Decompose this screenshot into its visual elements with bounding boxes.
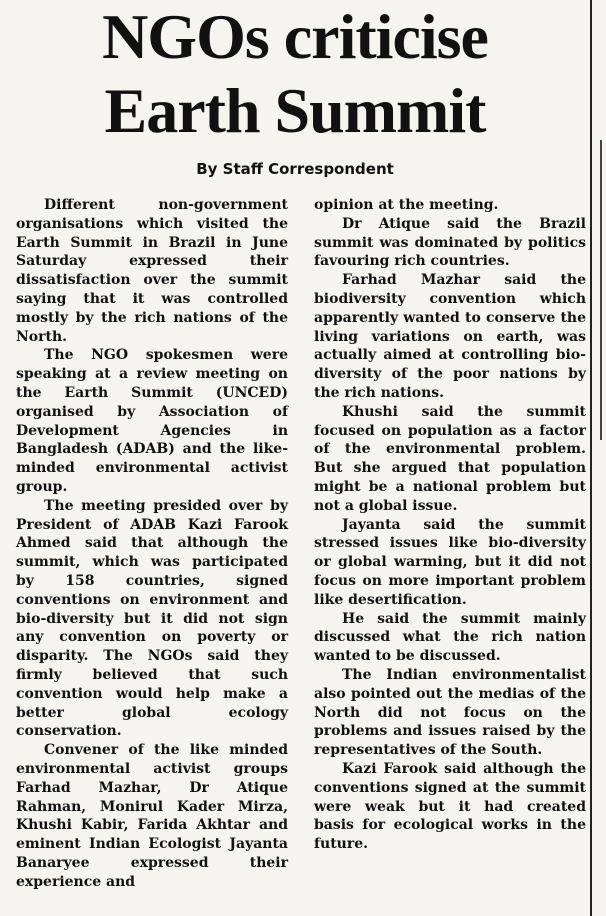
article-column-left bbox=[16, 196, 288, 891]
paragraph: The Indian environmentalist also pointed out the medias of the North did not focus on the problems and issues raised by the representatives of the South. bbox=[314, 666, 586, 759]
paragraph: Jayanta said the summit stressed issues like bio-diversity or global warming, but it did not focus on more important problem like desertification. bbox=[314, 516, 586, 608]
paragraph: Khushi said the summit focused on population as a factor of the environmental problem. But she argued that population might be a national problem but not a global issue. bbox=[314, 403, 586, 514]
paragraph: Kazi Farook said although the conventions signed at the summit were weak but it had created basis for ecological works in the future. bbox=[314, 760, 586, 853]
paragraph: Dr Atique said the Brazil summit was dominated by politics favouring rich countries. bbox=[314, 215, 586, 270]
article-column-right bbox=[314, 196, 586, 854]
paragraph: The NGO spokesmen were speaking at a review meeting on the Earth Summit (UNCED) organised by Association of Development Agencies in Bangladesh (ADAB) and the like-minded environmental activist group. bbox=[16, 347, 288, 495]
paragraph: Farhad Mazhar said the biodiversity convention which apparently wanted to conserve the living variations on earth, was actually aimed at controlling bio-diversity of the poor nations by the rich nations. bbox=[314, 272, 586, 401]
paragraph: Different non-government organisations which visited the Earth Summit in Brazil in June Saturday expressed their dissatisfaction over the summit saying that it was controlled mostly by the rich nations of the North. bbox=[16, 197, 288, 345]
paragraph: Convener of the like minded environmental activist groups Farhad Mazhar, Dr Atique Rahman, Monirul Kader Mirza, Khushi Kabir, Farida Akhtar and eminent Indian Ecologist Jayanta Banaryee expressed their experience and bbox=[16, 742, 288, 890]
headline-line-1: NGOs criticise bbox=[102, 1, 488, 72]
column-rule bbox=[590, 0, 592, 916]
headline-line-2: Earth Summit bbox=[104, 75, 486, 146]
paragraph: opinion at the meeting. bbox=[314, 197, 499, 213]
paragraph: He said the summit mainly discussed what the rich nation wanted to be discussed. bbox=[314, 610, 586, 665]
paragraph: The meeting presided over by President of ADAB Kazi Farook Ahmed said that although the summit, which was participated by 158 countries, signed conventions on environment and bio-diversity but it did not sign any convention on poverty or disparity. The NGOs said they firmly believed that such convention would help make a better global ecology conservation. bbox=[16, 497, 288, 740]
byline: By Staff Correspondent bbox=[196, 160, 394, 178]
column-rule-secondary bbox=[600, 140, 602, 440]
